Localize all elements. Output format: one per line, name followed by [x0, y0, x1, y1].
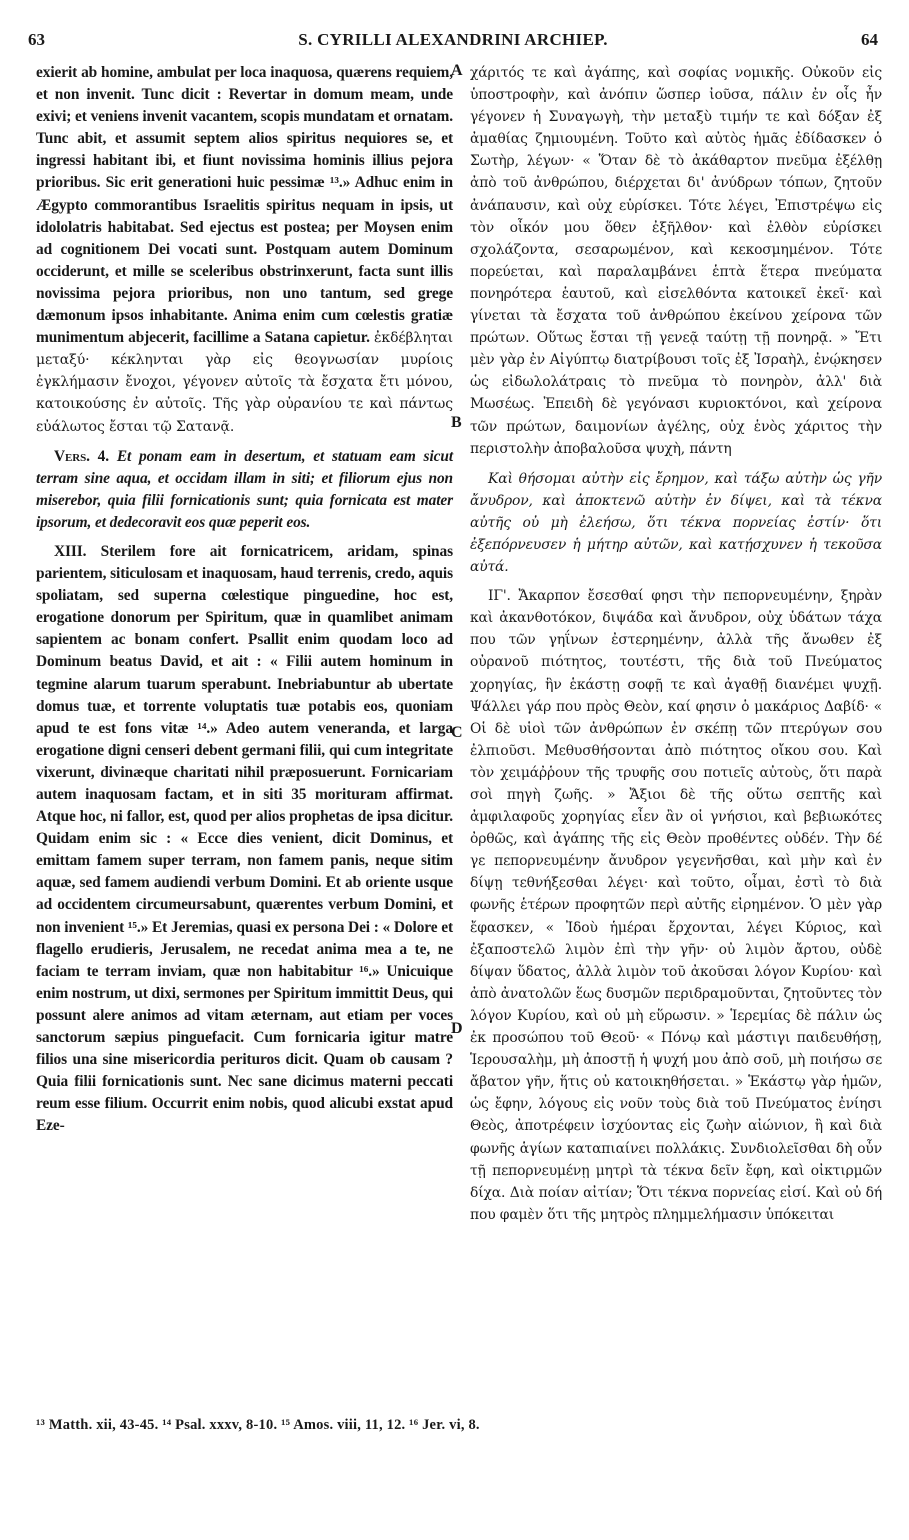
latin-paragraph-1-text: exierit ab homine, ambulat per loca inaquosa, quærens requiem, et non invenit. Tunc dicit : Revertar in domum meam, unde exivi; et veniens invenit vacantem, scopis mundatam et ornatam. Tunc abit, et assumit septem alios spiritus nequiores se, et ingressi habitant ibi, et fiunt novissima hominis illius pejora prioribus. Sic erit generationi huic pessimæ ¹³.» Adhuc enim in Ægypto commorantibus Israelitis spiritus nequam in ipsis, ut idololatris habitabat. Sed ejectus est postea; per Moysen enim ad cognitionem Dei vocati sunt. Postquam autem Dominum occiderunt, et mille se sceleribus obstrinxerunt, facta sunt illis novissima pejora prioribus, non uno tantum, sed grege dæmonum ipsos inhabitante. Anima enim cum cœlestis gratiæ munimentum abjecerit, facillime a Satana capietur.: [36, 64, 453, 347]
greek-paragraph-2: ΙΓ'. Ἄκαρπον ἔσεσθαί φησι τὴν πεπορνευμένην, ξηρὰν καὶ ἀκανθοτόκον, διψάδα καὶ ἄνυδρον, οὐχ ὑδάτων τάχα που τῶν γηΐνων ἐστερημένην, ἀλλὰ τῆς ἄνωθεν ἐξ οὐρανοῦ πιότητος, τουτέστι, τῆς διὰ τοῦ Πνεύματος χορηγίας, ἣν ἑκάστῃ σοφῇ τε καὶ ἀγαθῇ διανέμει ψυχῇ. Ψάλλει γάρ που πρὸς Θεὸν, καί φησιν ὁ μακάριος Δαβίδ· « Οἱ δὲ υἱοὶ τῶν ἀνθρώπων ἐν σκέπῃ τῶν πτερύγων σου ἐλπιοῦσι. Μεθυσθήσονται ἀπὸ πιότητος οἴκου σου. Καὶ τὸν χειμάῤῥουν τῆς τρυφῆς σου ποτιεῖς αὐτοὺς, ὅτι παρὰ σοὶ πηγὴ ζωῆς. » Ἄξιοι δὲ τῆς οὕτω σεπτῆς καὶ ἀμφιλαφοῦς χορηγίας εἶεν ἂν οἱ γνήσιοι, καὶ βεβιωκότες ὀρθῶς, καὶ ἀγάπης τῆς εἰς Θεὸν προθέντες οὐδέν. Τὴν δέ γε πεπορνευμένην ἄνυδρον γεγενῆσθαι, καὶ μὴν καὶ ἐν δίψῃ τεθνήξεσθαι λέγει· καὶ τοῦτο, οἶμαι, ἐστὶ τὸ διὰ φωνῆς ἑτέρων προφητῶν περὶ αὐτῆς εἰρημένον. Ὁ μὲν γὰρ ἔφασκεν, « Ἰδοὺ ἡμέραι ἔρχονται, λέγει Κύριος, καὶ ἐξαποστελῶ λιμὸν ἐπὶ τὴν γῆν· οὐ λιμὸν ἄρτου, οὐδὲ δίψαν ὕδατος, ἀλλὰ λιμὸν τοῦ ἀκοῦσαι λόγον Κυρίου· καὶ ἀπὸ ἀνατολῶν ἕως δυσμῶν περιδραμοῦνται, ζητοῦντες τὸν λόγον Κυρίου, καὶ οὐ μὴ εὕρωσιν. » Ἱερεμίας δὲ πάλιν ὡς ἐκ προσώπου τοῦ Θεοῦ· « Πόνῳ καὶ μάστιγι παιδευθήσῃ, Ἱερουσαλὴμ, μὴ ἀποστῇ ἡ ψυχή μου ἀπὸ σοῦ, μὴ ποιήσω σε ἄβατον γῆν, ἥτις οὐ κατοικηθήσεται. » Ἑκάστῳ γὰρ ἡμῶν, ὡς ἔφην, λόγους εἰς νοῦν τοὺς διὰ τοῦ Πνεύματος ἐνίησι Θεὸς, ἀποτρέφειν ἰσχύοντας εἰς ζωὴν αἰώνιον, ἢ καὶ διὰ φωνῆς ἁγίων καταπιαίνει πολλάκις. Συνδιολεῖσθαι δὴ οὖν τῇ πεπορνευμένῃ μητρὶ τὰ τέκνα δεῖν ἔφη, καὶ οἰκτιρμῶν δίχα. Διὰ ποίαν αἰτίαν; Ὅτι τέκνα πορνείας εἰσί. Καὶ οὐ δή που φαμὲν ὅτι τῆς μητρὸς πλημμελήμασιν ὑπόκειται: [470, 588, 882, 1223]
greek-column: [470, 62, 882, 1226]
greek-verse: Καὶ θήσομαι αὐτὴν εἰς ἔρημον, καὶ τάξω αὐτὴν ὡς γῆν ἄνυδρον, καὶ ἀποκτενῶ αὐτὴν ἐν δίψει, καὶ τὰ τέκνα αὐτῆς οὐ μὴ ἐλεήσω, ὅτι τέκνα πορνείας ἐστίν· ὅτι ἐξεπόρνευσεν ἡ μήτηρ αὐτῶν, καὶ κατῄσχυνεν ἡ τεκοῦσα αὐτά.: [470, 470, 882, 576]
footnotes: ¹³ Matth. xii, 43-45. ¹⁴ Psal. xxxv, 8-10. ¹⁵ Amos. viii, 11, 12. ¹⁶ Jer. vi, 8.: [36, 1417, 480, 1433]
latin-verse: [36, 446, 453, 534]
running-title: S. CYRILLI ALEXANDRINI ARCHIEP.: [298, 30, 608, 49]
latin-paragraph-2: XIII. Sterilem fore ait fornicatricem, aridam, spinas parientem, siticulosam et inaquosam, haud terrenis, credo, aquis spoliatam, sed superna cœlestique pinguedine, hoc est, erogatione donorum per Spiritum, quæ in quamlibet animam sapientem ac bonam confert. Psallit enim quodam loco ad Dominum beatus David, et ait : « Filii autem hominum in tegmine alarum tuarum sperabunt. Inebriabuntur ab ubertate domus tuæ, et torrente voluptatis tuæ potabis eos, quoniam apud te est fons vitæ ¹⁴.» Adeo autem veneranda, et larga erogatione digni censeri debent germani filii, qui cum integritate vixerunt, divinæque charitati nihil præposuerunt. Fornicariam autem inaquosam factam, et in siti 35 morituram affirmat. Atque hoc, ni fallor, est, quod per alios prophetas de ipsa dicitur. Quidam enim sic : « Ecce dies venient, dicit Dominus, et emittam famem super terram, non famem panis, neque sitim aquæ, sed famem audiendi verbum Domini. Et ab oriente usque ad occidentem circumeursabunt, quærentes verbum Domini, et non invenient ¹⁵.» Et Jeremias, quasi ex persona Dei : « Dolore et flagello erudieris, Jerusalem, ne recedat anima mea a te, ne faciam te terram inviam, quæ non habitabitur ¹⁶.» Unicuique enim nostrum, ut dixi, sermones per Spiritum immittit Deus, qui possunt alere animos ad vitam æternam, aut etiam per voces sanctorum sæpius pinguefacit. Cum fornicaria igitur matre filios una sine misericordia perituros dicit. Quam ob causam ? Quia filii fornicationis sunt. Nec sane dicimus materni peccati reum esse filium. Occurrit enim nobis, quod alicubi exstat apud Eze-: [36, 542, 453, 1135]
margin-letter-b: B: [451, 414, 462, 431]
latin-verse-text: Et ponam eam in desertum, et statuam eam sicut terram sine aqua, et occidam illam in siti; et filiorum ejus non miserebor, quia filii fornicationis sunt; quia fornicata est mater ipsorum, et dedecoravit eos quæ peperit eos.: [36, 447, 453, 531]
margin-letter-a: A: [451, 62, 463, 79]
latin-verse-label: Vers. 4.: [54, 447, 110, 465]
page-header: [28, 30, 878, 54]
latin-column: [36, 62, 453, 1138]
margin-letter-d: D: [451, 1020, 463, 1037]
page-number-right: 64: [861, 30, 878, 49]
latin-paragraph-1: [36, 62, 453, 438]
page-number-left: 63: [28, 30, 45, 49]
margin-letter-c: C: [451, 724, 463, 741]
greek-paragraph-1: χάριτός τε καὶ ἀγάπης, καὶ σοφίας νομικῆς. Οὐκοῦν εἰς ὑποστροφὴν, καὶ ἀνόπιν ὥσπερ ἰοῦσα, πάλιν ἐν οἷς ἦν γέγονεν ἡ Συναγωγὴ, τὴν μεταξὺ τιμήν τε καὶ δόξαν ἐξ ἀμαθίας ζημιουμένη. Τοῦτο καὶ αὐτὸς ἡμᾶς ἐδίδασκεν ὁ Σωτὴρ, λέγων· « Ὅταν δὲ τὸ ἀκάθαρτον πνεῦμα ἐξέλθῃ ἀπὸ τοῦ ἀνθρώπου, διέρχεται δι' ἀνύδρων τόπων, ζητοῦν ἀνάπαυσιν, καὶ οὐχ εὑρίσκει. Τότε λέγει, Ἐπιστρέψω εἰς τὸν οἶκόν μου ὅθεν ἐξῆλθον· καὶ ἐλθὸν εὑρίσκει σχολάζοντα, σεσαρωμένον, καὶ κεκοσμημένον. Τότε πορεύεται, καὶ παραλαμβάνει ἑπτὰ ἕτερα πνεύματα πονηρότερα ἑαυτοῦ, καὶ εἰσελθόντα κατοικεῖ ἐκεῖ· καὶ γίνεται τὰ ἔσχατα τοῦ ἀνθρώπου ἐκείνου χείρονα τῶν πρώτων. Οὕτως ἔσται τῇ γενεᾷ ταύτῃ τῇ πονηρᾷ. » Ἔτι μὲν γὰρ ἐν Αἰγύπτῳ διατρίβουσι τοῖς ἐξ Ἰσραὴλ, ἐνῴκησεν ὡς εἰδωλολάτραις τὸ πνεῦμα τὸ πονηρὸν, ἀλλ' διὰ Μωσέως. Ἐπειδὴ δὲ γεγόνασι κυριοκτόνοι, καὶ χείρονα τῶν πρώτων, δαιμονίων ἀγέλης, οὐχ ἑνὸς χάριτος τὴν περιστολὴν ἀποβαλοῦσα ψυχὴ, πάντη: [470, 65, 882, 457]
latin-paragraph-1-greek: ἐκδέβληται μεταξύ· κέκληνται γὰρ εἰς θεογνωσίαν μυρίοις ἐγκλήμασιν ἔνοχοι, γέγονεν αὐτοῖς τὰ ἔσχατα ἔτι μόνου, κατοικούσης ἐν αὐτοῖς. Τῆς γὰρ οὐρανίου τε καὶ πάντως εὐάλωτος ἔσται τῷ Σατανᾷ.: [36, 330, 454, 435]
